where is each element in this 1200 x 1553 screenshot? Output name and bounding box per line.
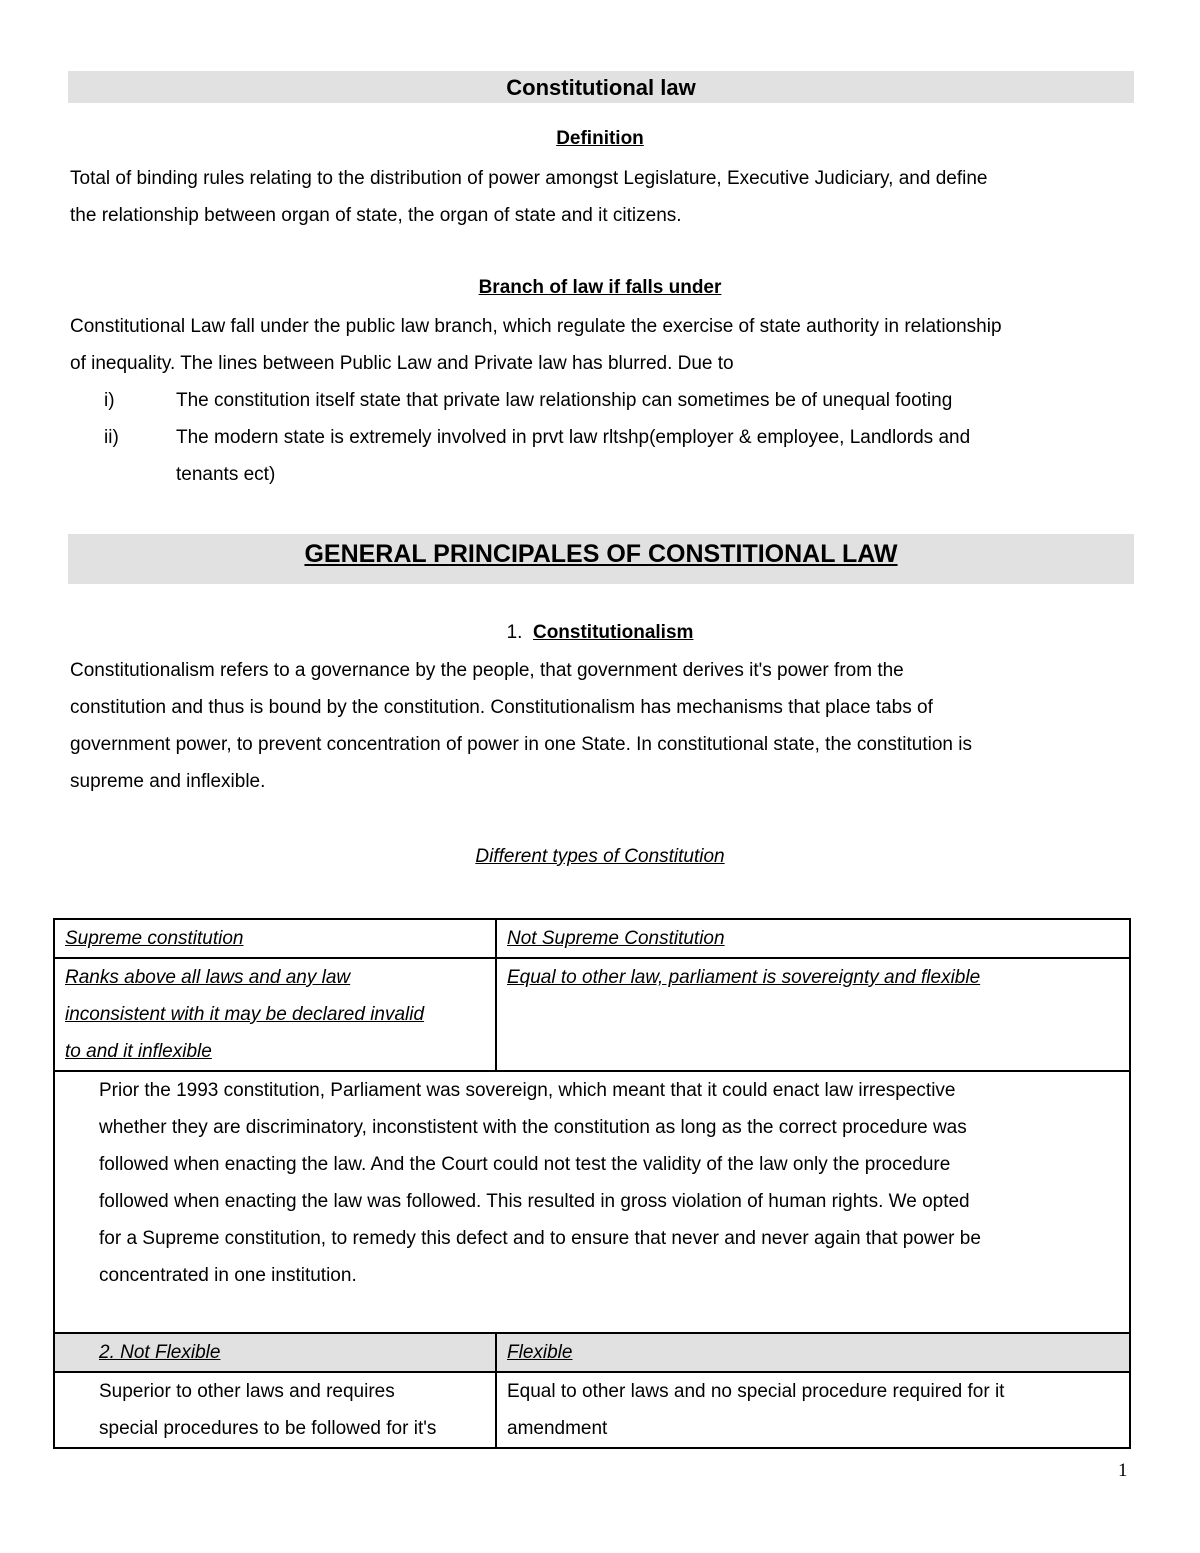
document-title: Constitutional law [68,71,1134,103]
page-number: 1 [1118,1460,1128,1481]
table-row [54,1372,1130,1448]
table-cell [54,1333,496,1372]
table-cell-line: followed when enacting the law. And the Court could not test the validity of the law only the procedure [99,1154,951,1175]
table-cell-line: Equal to other law, parliament is sovereignty and flexible [507,967,981,988]
table-cell [54,958,496,1071]
flexible-label: Flexible [507,1342,573,1363]
not-supreme-constitution-label: Not Supreme Constitution [507,928,725,949]
table-cell-line: whether they are discriminatory, inconstistent with the constitution as long as the correct procedure was [99,1117,967,1138]
list-item-2 [176,419,970,493]
table-cell-line: special procedures to be followed for it's [99,1418,437,1439]
list-marker-2: ii) [104,427,119,448]
table-cell-line: concentrated in one institution. [99,1265,357,1286]
principle-1-line-1: Constitutionalism refers to a governance by the people, that government derives it's power from the [70,660,904,681]
principle-1-line-2: constitution and thus is bound by the constitution. Constitutionalism has mechanisms that place tabs of [70,697,933,718]
constitution-types-table [53,918,1131,1449]
list-item-2-line-1: The modern state is extremely involved in prvt law rltshp(employer & employee, Landlords and [176,427,971,448]
table-cell-line: Equal to other laws and no special procedure required for it [507,1381,1005,1402]
table-cell-line: Prior the 1993 constitution, Parliament was sovereign, which meant that it could enact law irrespective [99,1080,956,1101]
table-cell [496,1333,1130,1372]
types-heading: Different types of Constitution [475,846,725,867]
table-cell-line: inconsistent with it may be declared invalid [65,1004,425,1025]
branch-line-2: of inequality. The lines between Public Law and Private law has blurred. Due to [70,353,734,374]
list-marker-1: i) [104,390,115,411]
table-cell [54,919,496,958]
table-row [54,919,1130,958]
branch-line-1: Constitutional Law fall under the public law branch, which regulate the exercise of state authority in relationship [70,316,1002,337]
definition-heading: Definition [556,128,644,149]
table-cell-line: Superior to other laws and requires [99,1381,395,1402]
principle-1-number: 1. [506,622,523,643]
table-cell-line: Ranks above all laws and any law [65,967,351,988]
principle-1-heading [0,622,1200,644]
supreme-constitution-label: Supreme constitution [65,928,244,949]
list-item-1: The constitution itself state that private law relationship can sometimes be of unequal footing [176,390,953,411]
table-cell-line: followed when enacting the law was followed. This resulted in gross violation of human rights. We opted [99,1191,970,1212]
branch-text [70,308,1136,382]
table-cell [54,1372,496,1448]
table-cell-line: for a Supreme constitution, to remedy this defect and to ensure that never and never again that power be [99,1228,981,1249]
table-cell-line: to and it inflexible [65,1041,212,1062]
list-item-2-line-2: tenants ect) [176,464,276,485]
table-cell [496,1372,1130,1448]
section-title: GENERAL PRINCIPALES OF CONSTITIONAL LAW [68,534,1134,584]
definition-line-1: Total of binding rules relating to the distribution of power amongst Legislature, Executive Judiciary, and define [70,168,988,189]
principle-1-text [70,652,1136,800]
table-row [54,1333,1130,1372]
branch-heading: Branch of law if falls under [478,277,722,298]
definition-text [70,160,1136,234]
definition-line-2: the relationship between organ of state, the organ of state and it citizens. [70,205,682,226]
principle-1-title: Constitutionalism [532,622,694,643]
principle-1-line-4: supreme and inflexible. [70,771,266,792]
table-cell [496,958,1130,1071]
table-cell [496,919,1130,958]
table-row [54,958,1130,1071]
principle-1-line-3: government power, to prevent concentration of power in one State. In constitutional state, the constitution is [70,734,972,755]
not-flexible-label: 2. Not Flexible [99,1342,221,1363]
table-cell-line: amendment [507,1418,608,1439]
table-cell-wide [54,1071,1130,1333]
table-row [54,1071,1130,1333]
